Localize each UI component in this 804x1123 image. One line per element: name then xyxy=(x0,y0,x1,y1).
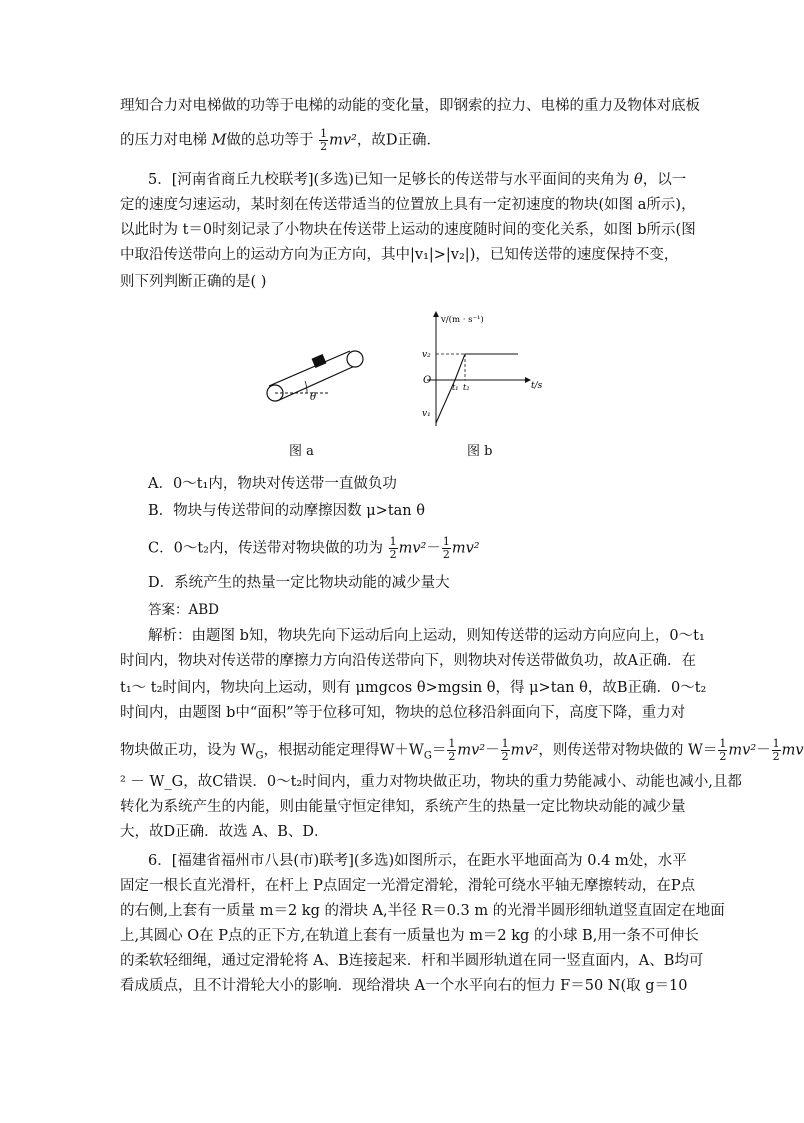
analysis-line-3: t₁～ t₂时间内，物块向上运动，则有 μmgcos θ>mgsin θ，得 μ>tan θ，故B正确．0～t₂ xyxy=(120,680,707,696)
option-b: B．物块与传送带间的动摩擦因数 μ>tan θ xyxy=(148,503,425,519)
q5-line-5: 则下列判断正确的是( ) xyxy=(120,274,267,290)
block xyxy=(312,354,327,368)
vt-series-line xyxy=(436,354,518,423)
fraction-half: $\frac{1}{2}$ xyxy=(320,127,328,153)
q5-line-2: 定的速度匀速运动，某时刻在传送带适当的位置放上具有一定初速度的物块(如图 a所示)， xyxy=(120,197,696,213)
analysis-line-1: 解析：由题图 b知，物块先向下运动后向上运动，则知传送带的运动方向应向上，0～t₁ xyxy=(148,628,705,644)
figure-b-vt-graph xyxy=(415,308,555,433)
q6-line-6: 看成质点，且不计滑轮大小的影响．现给滑块 A一个水平向右的恒力 F＝50 N(取 g＝10 xyxy=(120,978,688,994)
pulley-right xyxy=(347,351,363,367)
q5-line-4: 中取沿传送带向上的运动方向为正方向，其中|v₁|>|v₂|)，已知传送带的速度保持不变， xyxy=(120,247,679,263)
analysis-line-5: 物块做正功，设为 $W_G$，根据动能定理得$W+W_G=$ $\frac{1}{2}$ mv²－ $\frac{1}{2}$ mv²，则传送带对物块做的 W＝ $\frac{1}{2}$ mv²－ $\frac{1}{2}$ mv xyxy=(120,737,804,763)
figure-b-caption: 图 b xyxy=(467,444,493,459)
figure-a-conveyor xyxy=(255,330,375,410)
v1-tick-label: v₁ xyxy=(422,409,431,419)
answer: 答案：ABD xyxy=(148,602,219,618)
q6-line-1: 6．[福建省福州市八县(市)联考](多选)如图所示，在距水平地面高为 0.4 m处，水平 xyxy=(148,853,687,869)
option-a: A．0～t₁内，物块对传送带一直做负功 xyxy=(148,476,397,492)
q6-line-2: 固定一根长直光滑杆，在杆上 P点固定一光滑定滑轮，滑轮可绕水平轴无摩擦转动，在P点 xyxy=(120,878,696,894)
q5-line-3: 以此时为 t＝0时刻记录了小物块在传送带上运动的速度随时间的变化关系，如图 b所示(图 xyxy=(120,222,696,238)
v2-tick-label: v₂ xyxy=(422,350,431,360)
origin-label: O xyxy=(423,375,432,386)
option-d: D．系统产生的热量一定比物块动能的减少量大 xyxy=(148,575,450,591)
prev-answer-line-2: 的压力对电梯 M做的总功等于 $\frac{1}{2}$ mv²，故D正确． xyxy=(120,127,441,153)
analysis-line-7: 转化为系统产生的内能，则由能量守恒定律知，系统产生的热量一定比物块动能的减少量 xyxy=(120,799,686,815)
analysis-line-8: 大，故D正确．故选 A、B、D． xyxy=(120,824,329,840)
analysis-line-2: 时间内，物块对传送带的摩擦力方向沿传送带向下，则物块对传送带做负功，故A正确．在 xyxy=(120,653,696,669)
t1-tick-label: t₁ xyxy=(452,383,459,392)
angle-arc xyxy=(305,381,307,393)
t2-tick-label: t₂ xyxy=(463,383,470,392)
angle-label: θ xyxy=(310,392,317,403)
q6-line-4: 上,其圆心 O在 P点的正下方,在轨道上套有一质量也为 m＝2 kg 的小球 B,用一条不可伸长 xyxy=(120,928,699,944)
q6-line-5: 的柔软轻细绳，通过定滑轮将 A、B连接起来．杆和半圆形轨道在同一竖直面内，A、B均可 xyxy=(120,953,704,969)
q5-line-1: 5．[河南省商丘九校联考](多选)已知一足够长的传送带与水平面间的夹角为 θ，以一 xyxy=(148,172,687,188)
analysis-line-4: 时间内，由题图 b中“面积”等于位移可知，物块的总位移沿斜面向下，高度下降，重力对 xyxy=(120,705,686,721)
belt-top-edge xyxy=(269,351,350,386)
q6-line-3: 的右侧,上套有一质量 m＝2 kg 的滑块 A,半径 R＝0.3 m 的光滑半圆形细轨道竖直固定在地面 xyxy=(120,903,725,919)
analysis-line-6: ² － W_G，故C错误．0～t₂时间内，重力对物块做正功，物块的重力势能减小、动能也减小,且都 xyxy=(120,774,742,790)
y-axis-label: v/(m · s⁻¹) xyxy=(441,315,484,325)
belt-bottom-edge xyxy=(277,365,357,401)
x-axis-label: t/s xyxy=(531,381,543,391)
figure-a-caption: 图 a xyxy=(289,444,314,459)
option-c: C．0～t₂内，传送带对物块做的功为 $\frac{1}{2}$ mv²－ $\frac{1}{2}$ mv² xyxy=(148,535,480,561)
prev-answer-line-1: 理知合力对电梯做的功等于电梯的动能的变化量，即钢索的拉力、电梯的重力及物体对底板 xyxy=(120,98,700,114)
